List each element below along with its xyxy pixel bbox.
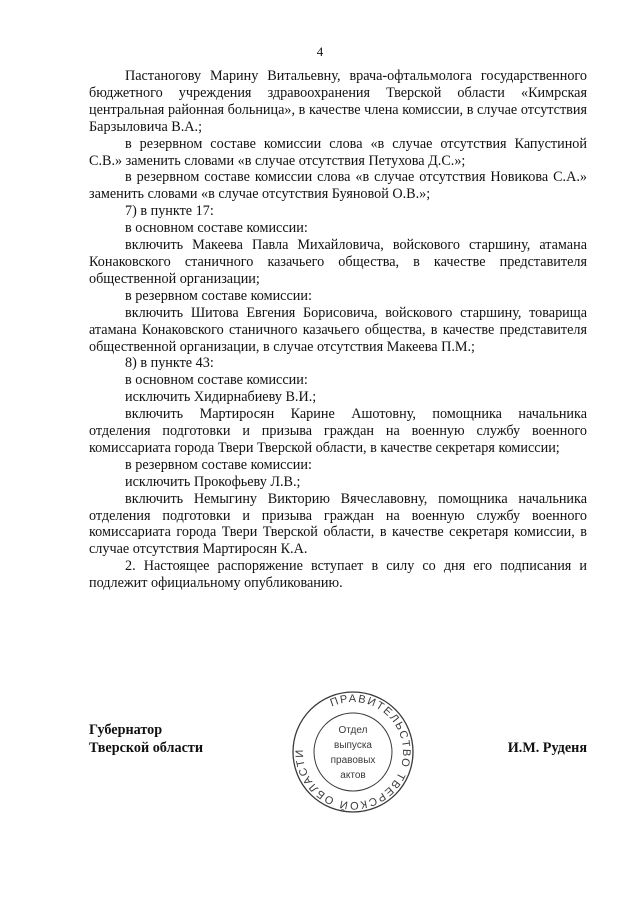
paragraph-7: в резервном составе комиссии: [125, 287, 312, 304]
signatory-title: Губернатор [89, 722, 163, 738]
paragraph-15: включить Немыгину Викторию Вячеславовну, помощника начальника отделения подготовки и призыва граждан на военную службу военного комиссариата города Твери Тверской области, в качестве секретаря комиссии, в случае отсутствия Мартиросян К.А. [89, 490, 587, 558]
official-stamp [290, 689, 416, 815]
paragraph-14: исключить Прокофьеву Л.В.; [125, 473, 301, 490]
page-number: 4 [316, 44, 324, 59]
document-body [89, 68, 587, 592]
paragraph-11: исключить Хидирнабиеву В.И.; [125, 389, 317, 406]
stamp-seal-icon [290, 689, 416, 815]
stamp-outer-ring [293, 692, 413, 812]
stamp-inner-line-4: актов [340, 770, 366, 781]
paragraph-2: в резервном составе комиссии слова «в случае отсутствия Капустиной С.В.» заменить словами «в случае отсутствия Петухова Д.С.»; [89, 135, 587, 169]
paragraph-9: 8) в пункте 43: [125, 355, 214, 372]
paragraph-5: в основном составе комиссии: [125, 220, 308, 237]
stamp-ring-text: ПРАВИТЕЛЬСТВО ТВЕРСКОЙ ОБЛАСТИ [293, 692, 413, 812]
stamp-inner-line-3: правовых [330, 755, 376, 766]
signatory-position [89, 721, 203, 757]
signatory-region: Тверской области [89, 740, 204, 756]
paragraph-3: в резервном составе комиссии слова «в случае отсутствия Новикова С.А.» заменить словами «в случае отсутствия Буяновой О.В.»; [89, 169, 587, 203]
stamp-inner-line-2: выпуска [334, 740, 372, 751]
paragraph-1: Пастаногову Марину Витальевну, врача-офтальмолога государственного бюджетного учреждения здравоохранения Тверской области «Кимрская центральная районная больница», в качестве члена комиссии, в случае отсутствия Барзыловича В.А.; [89, 68, 587, 135]
stamp-inner-line-1: Отдел [338, 725, 368, 736]
signatory-name: И.М. Руденя [507, 740, 587, 756]
paragraph-10: в основном составе комиссии: [125, 372, 308, 389]
paragraph-8: включить Шитова Евгения Борисовича, войскового старшину, товарища атамана Конаковского станичного казачьего общества, в качестве представителя общественной организации, в случае отсутствия Макеева П.М.; [89, 304, 587, 355]
paragraph-4: 7) в пункте 17: [125, 203, 214, 220]
paragraph-13: в резервном составе комиссии: [125, 456, 312, 473]
paragraph-12: включить Мартиросян Карине Ашотовну, помощника начальника отделения подготовки и призыва граждан на военную службу военного комиссариата города Твери Тверской области, в качестве секретаря комиссии; [89, 406, 587, 456]
paragraph-16: 2. Настоящее распоряжение вступает в силу со дня его подписания и подлежит официальному опубликованию. [89, 558, 587, 592]
paragraph-6: включить Макеева Павла Михайловича, войскового старшину, атамана Конаковского станичного казачьего общества, в качестве представителя общественной организации; [89, 237, 587, 287]
